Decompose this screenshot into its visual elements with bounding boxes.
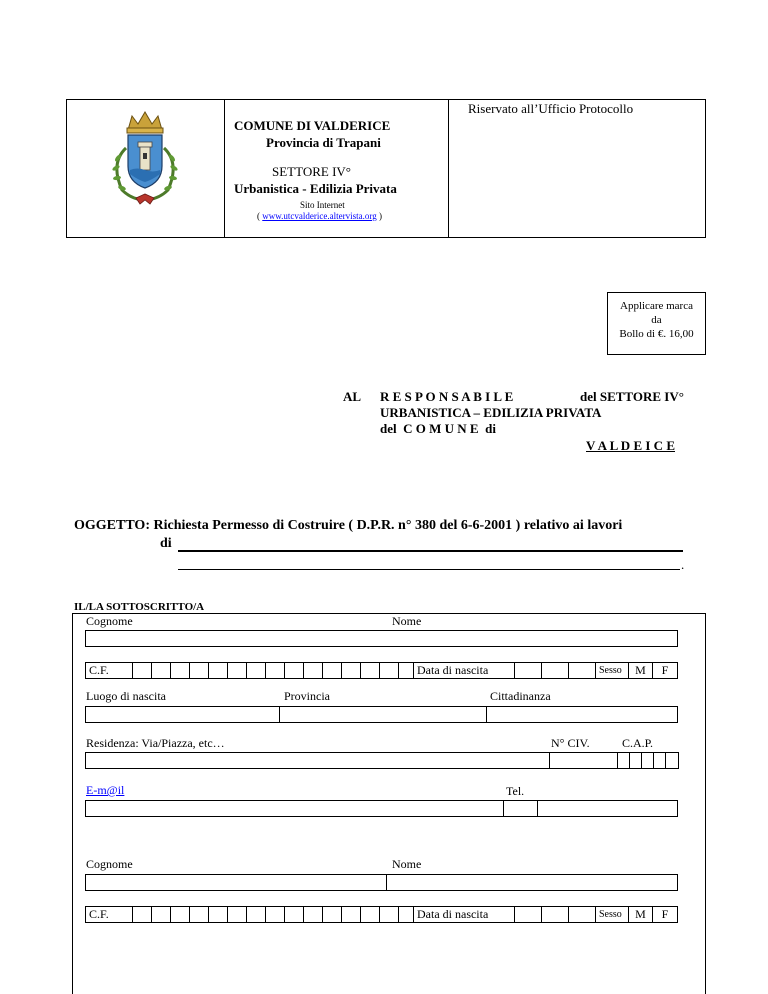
cf-char-box-2[interactable] <box>227 906 247 923</box>
tel-field[interactable] <box>503 800 538 817</box>
recipient-line-2: URBANISTICA – EDILIZIA PRIVATA <box>380 405 602 420</box>
cf-char-box[interactable] <box>360 662 380 679</box>
email-field[interactable] <box>85 800 504 817</box>
cf-char-box[interactable] <box>303 662 323 679</box>
cf-char-box-2[interactable] <box>189 906 209 923</box>
cf-char-box[interactable] <box>322 662 342 679</box>
oggetto-line-3-end: . <box>681 557 685 572</box>
cf-char-box-2[interactable] <box>246 906 266 923</box>
luogo-nascita-field[interactable] <box>85 706 280 723</box>
data-nascita-label: Data di nascita <box>413 662 515 679</box>
cf-char-box-2[interactable] <box>265 906 285 923</box>
cf-char-box-2[interactable] <box>322 906 342 923</box>
email-label[interactable]: E-m@il <box>86 783 125 797</box>
sito-link[interactable]: www.utcvalderice.altervista.org <box>262 211 377 221</box>
cf-char-box[interactable] <box>170 662 190 679</box>
cf-char-box-2[interactable] <box>132 906 152 923</box>
nome-label-2: Nome <box>392 857 422 871</box>
cap-label: C.A.P. <box>622 736 654 750</box>
recipient-responsabile: R E S P O N S A B I L E <box>380 389 514 404</box>
tel-field-extra[interactable] <box>537 800 678 817</box>
nome-label: Nome <box>392 614 422 628</box>
data-nascita-box[interactable] <box>514 662 542 679</box>
data-nascita-box-2[interactable] <box>568 906 596 923</box>
settore-subtitle: Urbanistica - Edilizia Privata <box>234 181 397 196</box>
sesso-f[interactable]: F <box>652 662 678 679</box>
sito-line <box>257 211 382 221</box>
cf-char-box-2[interactable] <box>379 906 399 923</box>
cap-digit-box[interactable] <box>665 752 679 769</box>
provincia-field[interactable] <box>279 706 487 723</box>
cf-char-box[interactable] <box>132 662 152 679</box>
cognome-nome-field[interactable] <box>85 630 678 647</box>
recipient-comune: C O M U N E <box>403 421 479 436</box>
sito-open: ( <box>257 211 263 221</box>
provincia-title: Provincia di Trapani <box>266 135 381 150</box>
recipient-di: di <box>485 421 496 436</box>
recipient-line-4: V A L D E I C E <box>586 438 675 453</box>
cf-char-box-2[interactable] <box>360 906 380 923</box>
reserved-label: Riservato all’Ufficio Protocollo <box>468 101 634 116</box>
form-heading: IL/LA SOTTOSCRITTO/A <box>74 601 205 613</box>
cf-char-box[interactable] <box>379 662 399 679</box>
oggetto-line-2-label: di <box>160 536 172 551</box>
data-nascita-box[interactable] <box>541 662 569 679</box>
oggetto-line-1: OGGETTO: Richiesta Permesso di Costruire ( D.P.R. n° 380 del 6-6-2001 ) relativo ai lavori <box>74 518 623 533</box>
cf-char-box[interactable] <box>227 662 247 679</box>
sito-close: ) <box>376 211 382 221</box>
cf-char-box-2[interactable] <box>284 906 304 923</box>
data-nascita-box[interactable] <box>568 662 596 679</box>
sesso-label-2: Sesso <box>595 906 629 923</box>
sesso-m-2[interactable]: M <box>628 906 653 923</box>
cittadinanza-label: Cittadinanza <box>490 689 551 703</box>
luogo-nascita-label: Luogo di nascita <box>86 689 166 703</box>
cf-char-box[interactable] <box>284 662 304 679</box>
residenza-field[interactable] <box>85 752 550 769</box>
cf-char-box-2[interactable] <box>170 906 190 923</box>
cf-char-box-2[interactable] <box>303 906 323 923</box>
recipient-line-3 <box>380 421 496 437</box>
cf-char-box-2[interactable] <box>151 906 171 923</box>
cf-label-2: C.F. <box>85 906 133 923</box>
tel-label: Tel. <box>506 784 525 798</box>
cognome-label-2: Cognome <box>86 857 133 871</box>
recipient-del: del <box>380 421 397 436</box>
cf-char-box[interactable] <box>208 662 228 679</box>
cf-char-box-2[interactable] <box>341 906 361 923</box>
cf-char-box-2[interactable] <box>208 906 228 923</box>
civ-label: N° CIV. <box>551 736 590 750</box>
sesso-m[interactable]: M <box>628 662 653 679</box>
cittadinanza-field[interactable] <box>486 706 678 723</box>
recipient-al: AL <box>343 389 362 404</box>
cf-label: C.F. <box>85 662 133 679</box>
header-divider-right <box>448 99 449 238</box>
cognome-label: Cognome <box>86 614 133 628</box>
oggetto-underline-1[interactable] <box>178 550 683 552</box>
civ-field[interactable] <box>549 752 618 769</box>
sesso-label: Sesso <box>595 662 629 679</box>
residenza-label: Residenza: Via/Piazza, etc… <box>86 736 225 750</box>
data-nascita-box-2[interactable] <box>514 906 542 923</box>
coat-of-arms-icon <box>100 108 190 206</box>
cf-char-box[interactable] <box>151 662 171 679</box>
oggetto-underline-2[interactable] <box>178 569 680 570</box>
sito-label: Sito Internet <box>300 200 345 210</box>
stamp-line-2: da <box>651 314 662 326</box>
sesso-f-2[interactable]: F <box>652 906 678 923</box>
cf-char-box[interactable] <box>246 662 266 679</box>
data-nascita-label-2: Data di nascita <box>413 906 515 923</box>
data-nascita-box-2[interactable] <box>541 906 569 923</box>
settore-title: SETTORE IV° <box>272 164 351 179</box>
stamp-line-3: Bollo di €. 16,00 <box>619 328 694 340</box>
stamp-line-1: Applicare marca <box>620 300 693 312</box>
recipient-settore: del SETTORE IV° <box>580 389 684 404</box>
cf-char-box[interactable] <box>265 662 285 679</box>
cf-char-box[interactable] <box>341 662 361 679</box>
header-divider-left <box>224 99 225 238</box>
cf-char-box[interactable] <box>189 662 209 679</box>
cognome-field-2[interactable] <box>85 874 387 891</box>
nome-field-2[interactable] <box>386 874 678 891</box>
comune-title: COMUNE DI VALDERICE <box>234 118 391 133</box>
provincia-label: Provincia <box>284 689 330 703</box>
